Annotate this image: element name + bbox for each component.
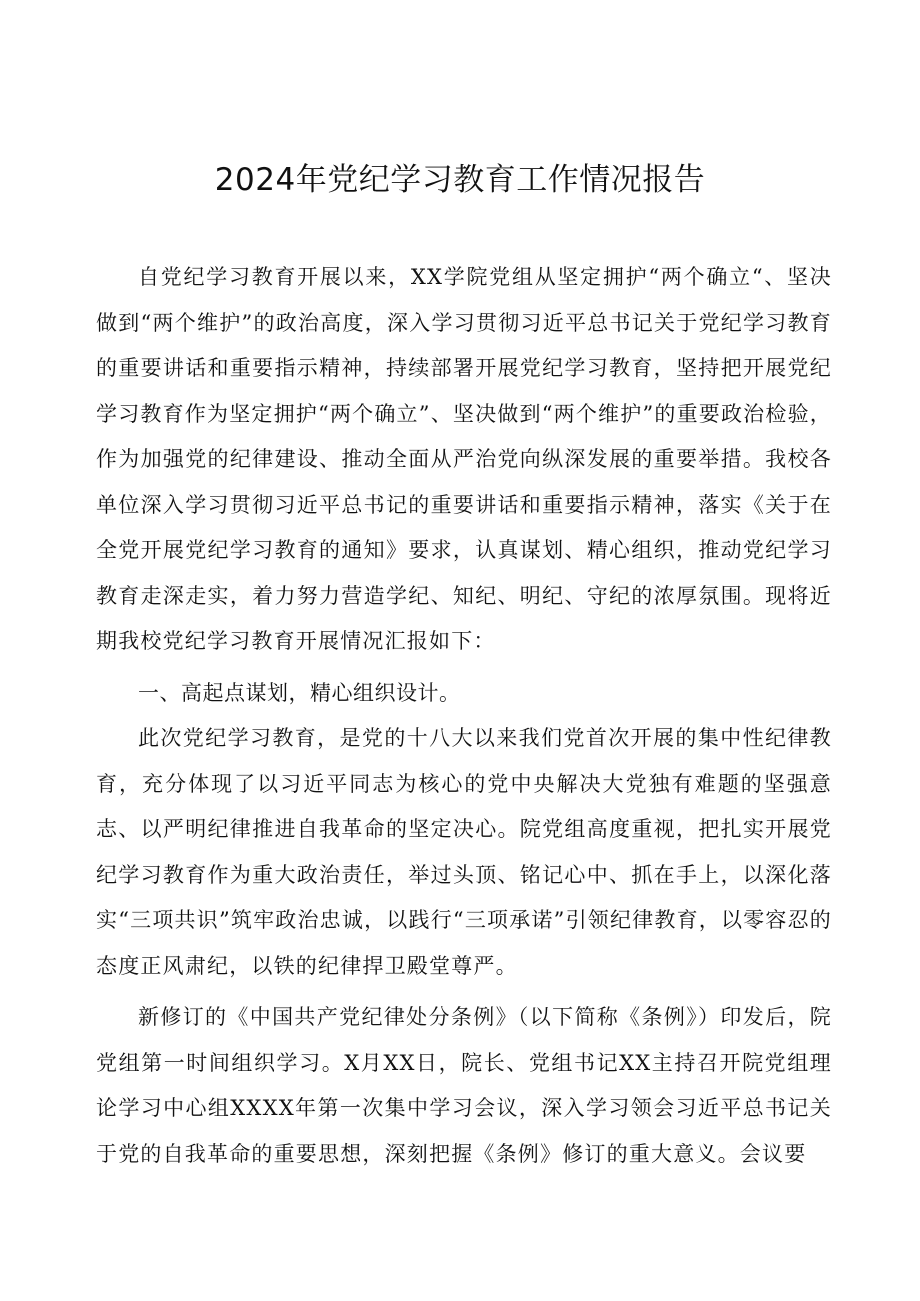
section-1-heading: 一、高起点谋划，精心组织设计。 <box>138 680 461 705</box>
document-title: 2024年党纪学习教育工作情况报告 <box>214 162 706 198</box>
section-1-paragraph-2: 新修订的《中国共产党纪律处分条例》（以下简称《条例》）印发后，院党组第一时间组织学习。X月XX日，院长、党组书记XX主持召开院党组理论学习中心组XXXX年第一次集中学习会议，深入学习领会习近平总书记关于党的自我革命的重要思想，深刻把握《条例》修订的重大意义。会议要 <box>96 1005 832 1166</box>
document-body <box>96 255 832 1177</box>
intro-paragraph: 自党纪学习教育开展以来，XX学院党组从坚定拥护“两个确立“、坚决做到“两个维护”的政治高度，深入学习贯彻习近平总书记关于党纪学习教育的重要讲话和重要指示精神，持续部署开展党纪学习教育，坚持把开展党纪学习教育作为坚定拥护“两个确立”、坚决做到“两个维护”的重要政治检验，作为加强党的纪律建设、推动全面从严治党向纵深发展的重要举措。我校各单位深入学习贯彻习近平总书记的重要讲话和重要指示精神，落实《关于在全党开展党纪学习教育的通知》要求，认真谋划、精心组织，推动党纪学习教育走深走实，着力努力营造学纪、知纪、明纪、守纪的浓厚氛围。现将近期我校党纪学习教育开展情况汇报如下： <box>96 265 832 653</box>
section-1-paragraph-1: 此次党纪学习教育，是党的十八大以来我们党首次开展的集中性纪律教育，充分体现了以习近平同志为核心的党中央解决大党独有难题的坚强意志、以严明纪律推进自我革命的坚定决心。院党组高度重视，把扎实开展党纪学习教育作为重大政治责任，举过头顶、铭记心中、抓在手上，以深化落实“三项共识”筑牢政治忠诚，以践行“三项承诺”引领纪律教育，以零容忍的态度正风肃纪，以铁的纪律捍卫殿堂尊严。 <box>96 726 832 978</box>
